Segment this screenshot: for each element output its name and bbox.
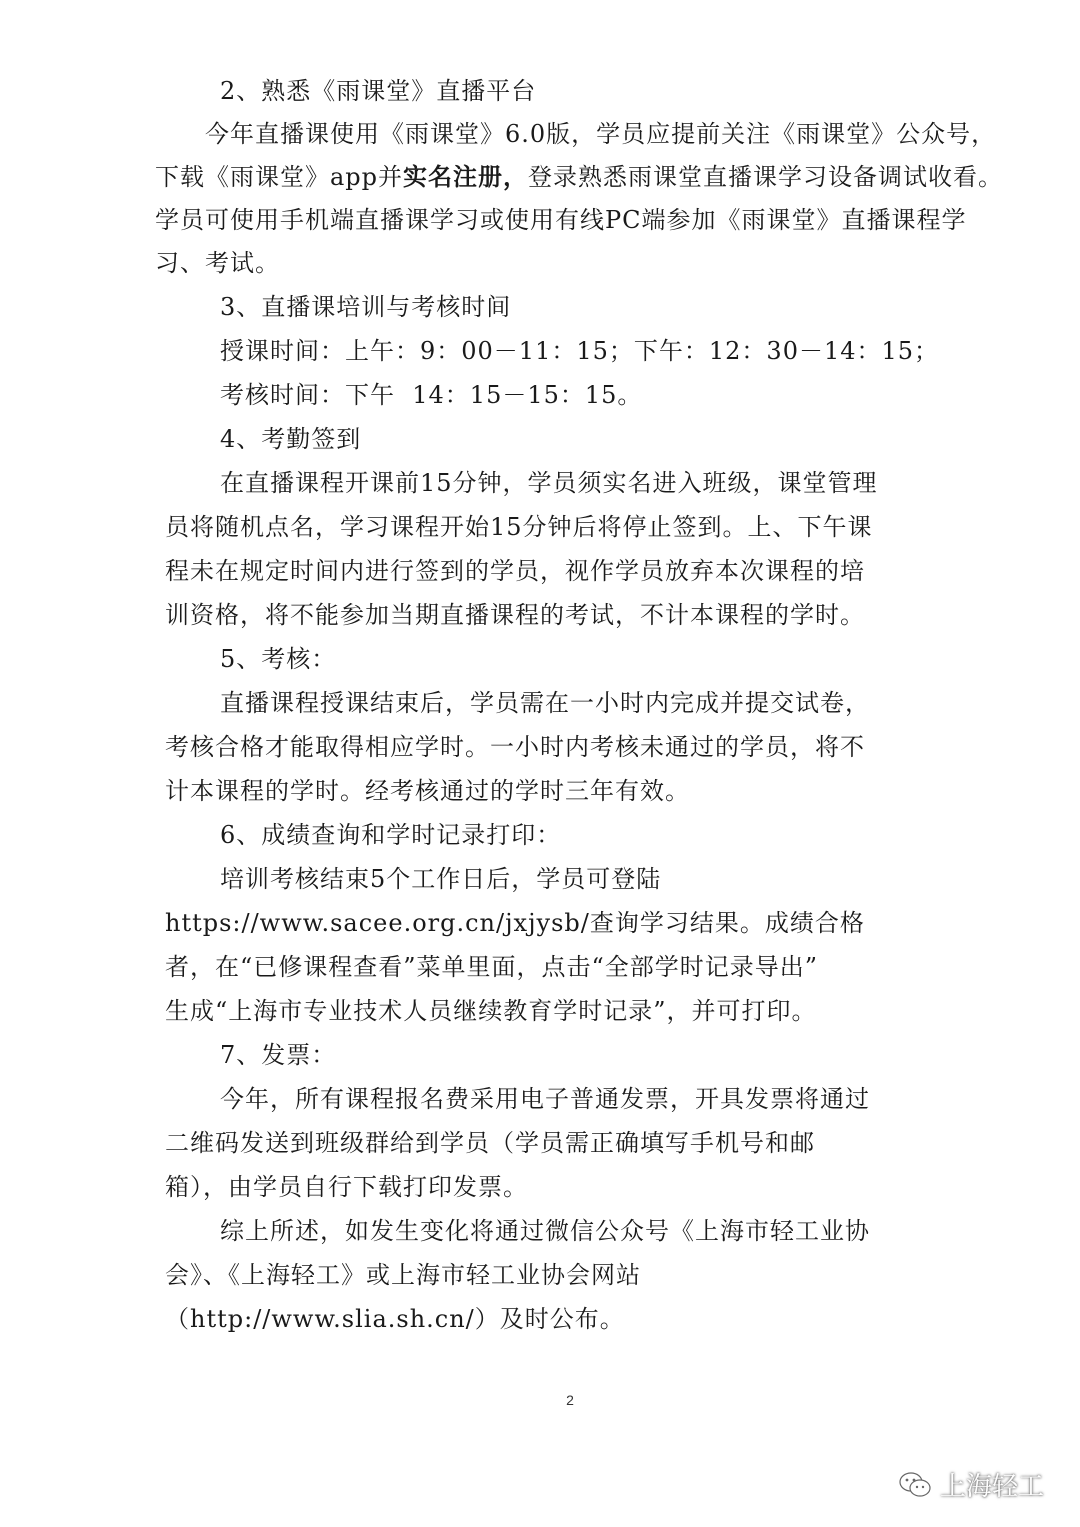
paragraph-line: 计本课程的学时。经考核通过的学时三年有效。: [165, 777, 690, 805]
page-number: 2: [566, 1392, 574, 1408]
paragraph-line: 者，在“已修课程查看”菜单里面，点击“全部学时记录导出”: [165, 953, 819, 981]
section-heading: 5、考核：: [220, 645, 337, 673]
wechat-icon: [898, 1470, 932, 1500]
section-heading: 2、熟悉《雨课堂》直播平台: [220, 77, 537, 105]
paragraph-line: 训资格，将不能参加当期直播课程的考试，不计本课程的学时。: [165, 601, 865, 629]
paragraph-line: https://www.sacee.org.cn/jxjysb/查询学习结果。成绩合格: [165, 909, 865, 937]
bold-text: 实名注册，: [403, 162, 529, 191]
paragraph-line: 在直播课程开课前15分钟，学员须实名进入班级，课堂管理: [220, 469, 878, 497]
paragraph-line: （http://www.slia.sh.cn/）及时公布。: [165, 1305, 625, 1333]
paragraph-line: 学员可使用手机端直播课学习或使用有线PC端参加《雨课堂》直播课程学: [155, 206, 967, 234]
text-run: 下载《雨课堂》app并: [155, 163, 404, 191]
section-heading: 4、考勤签到: [220, 425, 362, 453]
section-heading: 7、发票：: [220, 1041, 337, 1069]
section-heading: 6、成绩查询和学时记录打印：: [220, 821, 562, 849]
paragraph-line: 授课时间：上午：9：00－11：15；下午：12：30－14：15；: [220, 337, 940, 365]
paragraph-line: 今年，所有课程报名费采用电子普通发票，开具发票将通过: [220, 1085, 870, 1113]
watermark: [898, 1466, 1044, 1503]
paragraph-line: 生成“上海市专业技术人员继续教育学时记录”，并可打印。: [165, 997, 817, 1025]
paragraph-line: 程未在规定时间内进行签到的学员，视作学员放弃本次课程的培: [165, 557, 865, 585]
paragraph-line: 培训考核结束5个工作日后，学员可登陆: [220, 865, 662, 893]
paragraph-line: 今年直播课使用《雨课堂》6.0版，学员应提前关注《雨课堂》公众号，: [205, 120, 997, 148]
paragraph-line: 会》、《上海轻工》或上海市轻工业协会网站: [165, 1261, 641, 1289]
paragraph-line: 考核时间：下午 14：15－15：15。: [220, 381, 643, 409]
paragraph-line: 箱），由学员自行下载打印发票。: [165, 1173, 528, 1201]
watermark-text: 上海轻工: [939, 1472, 1044, 1502]
paragraph-line: [155, 160, 1003, 194]
paragraph-line: 考核合格才能取得相应学时。一小时内考核未通过的学员，将不: [165, 733, 865, 761]
section-heading: 3、直播课培训与考核时间: [220, 293, 512, 321]
text-run: 登录熟悉雨课堂直播课学习设备调试收看。: [528, 163, 1004, 191]
paragraph-line: 习、考试。: [155, 249, 280, 277]
paragraph-line: 二维码发送到班级群给到学员（学员需正确填写手机号和邮: [165, 1129, 815, 1157]
paragraph-line: 直播课程授课结束后，学员需在一小时内完成并提交试卷，: [220, 689, 870, 717]
paragraph-line: 综上所述，如发生变化将通过微信公众号《上海市轻工业协: [220, 1217, 870, 1245]
paragraph-line: 员将随机点名，学习课程开始15分钟后将停止签到。上、下午课: [165, 513, 873, 541]
